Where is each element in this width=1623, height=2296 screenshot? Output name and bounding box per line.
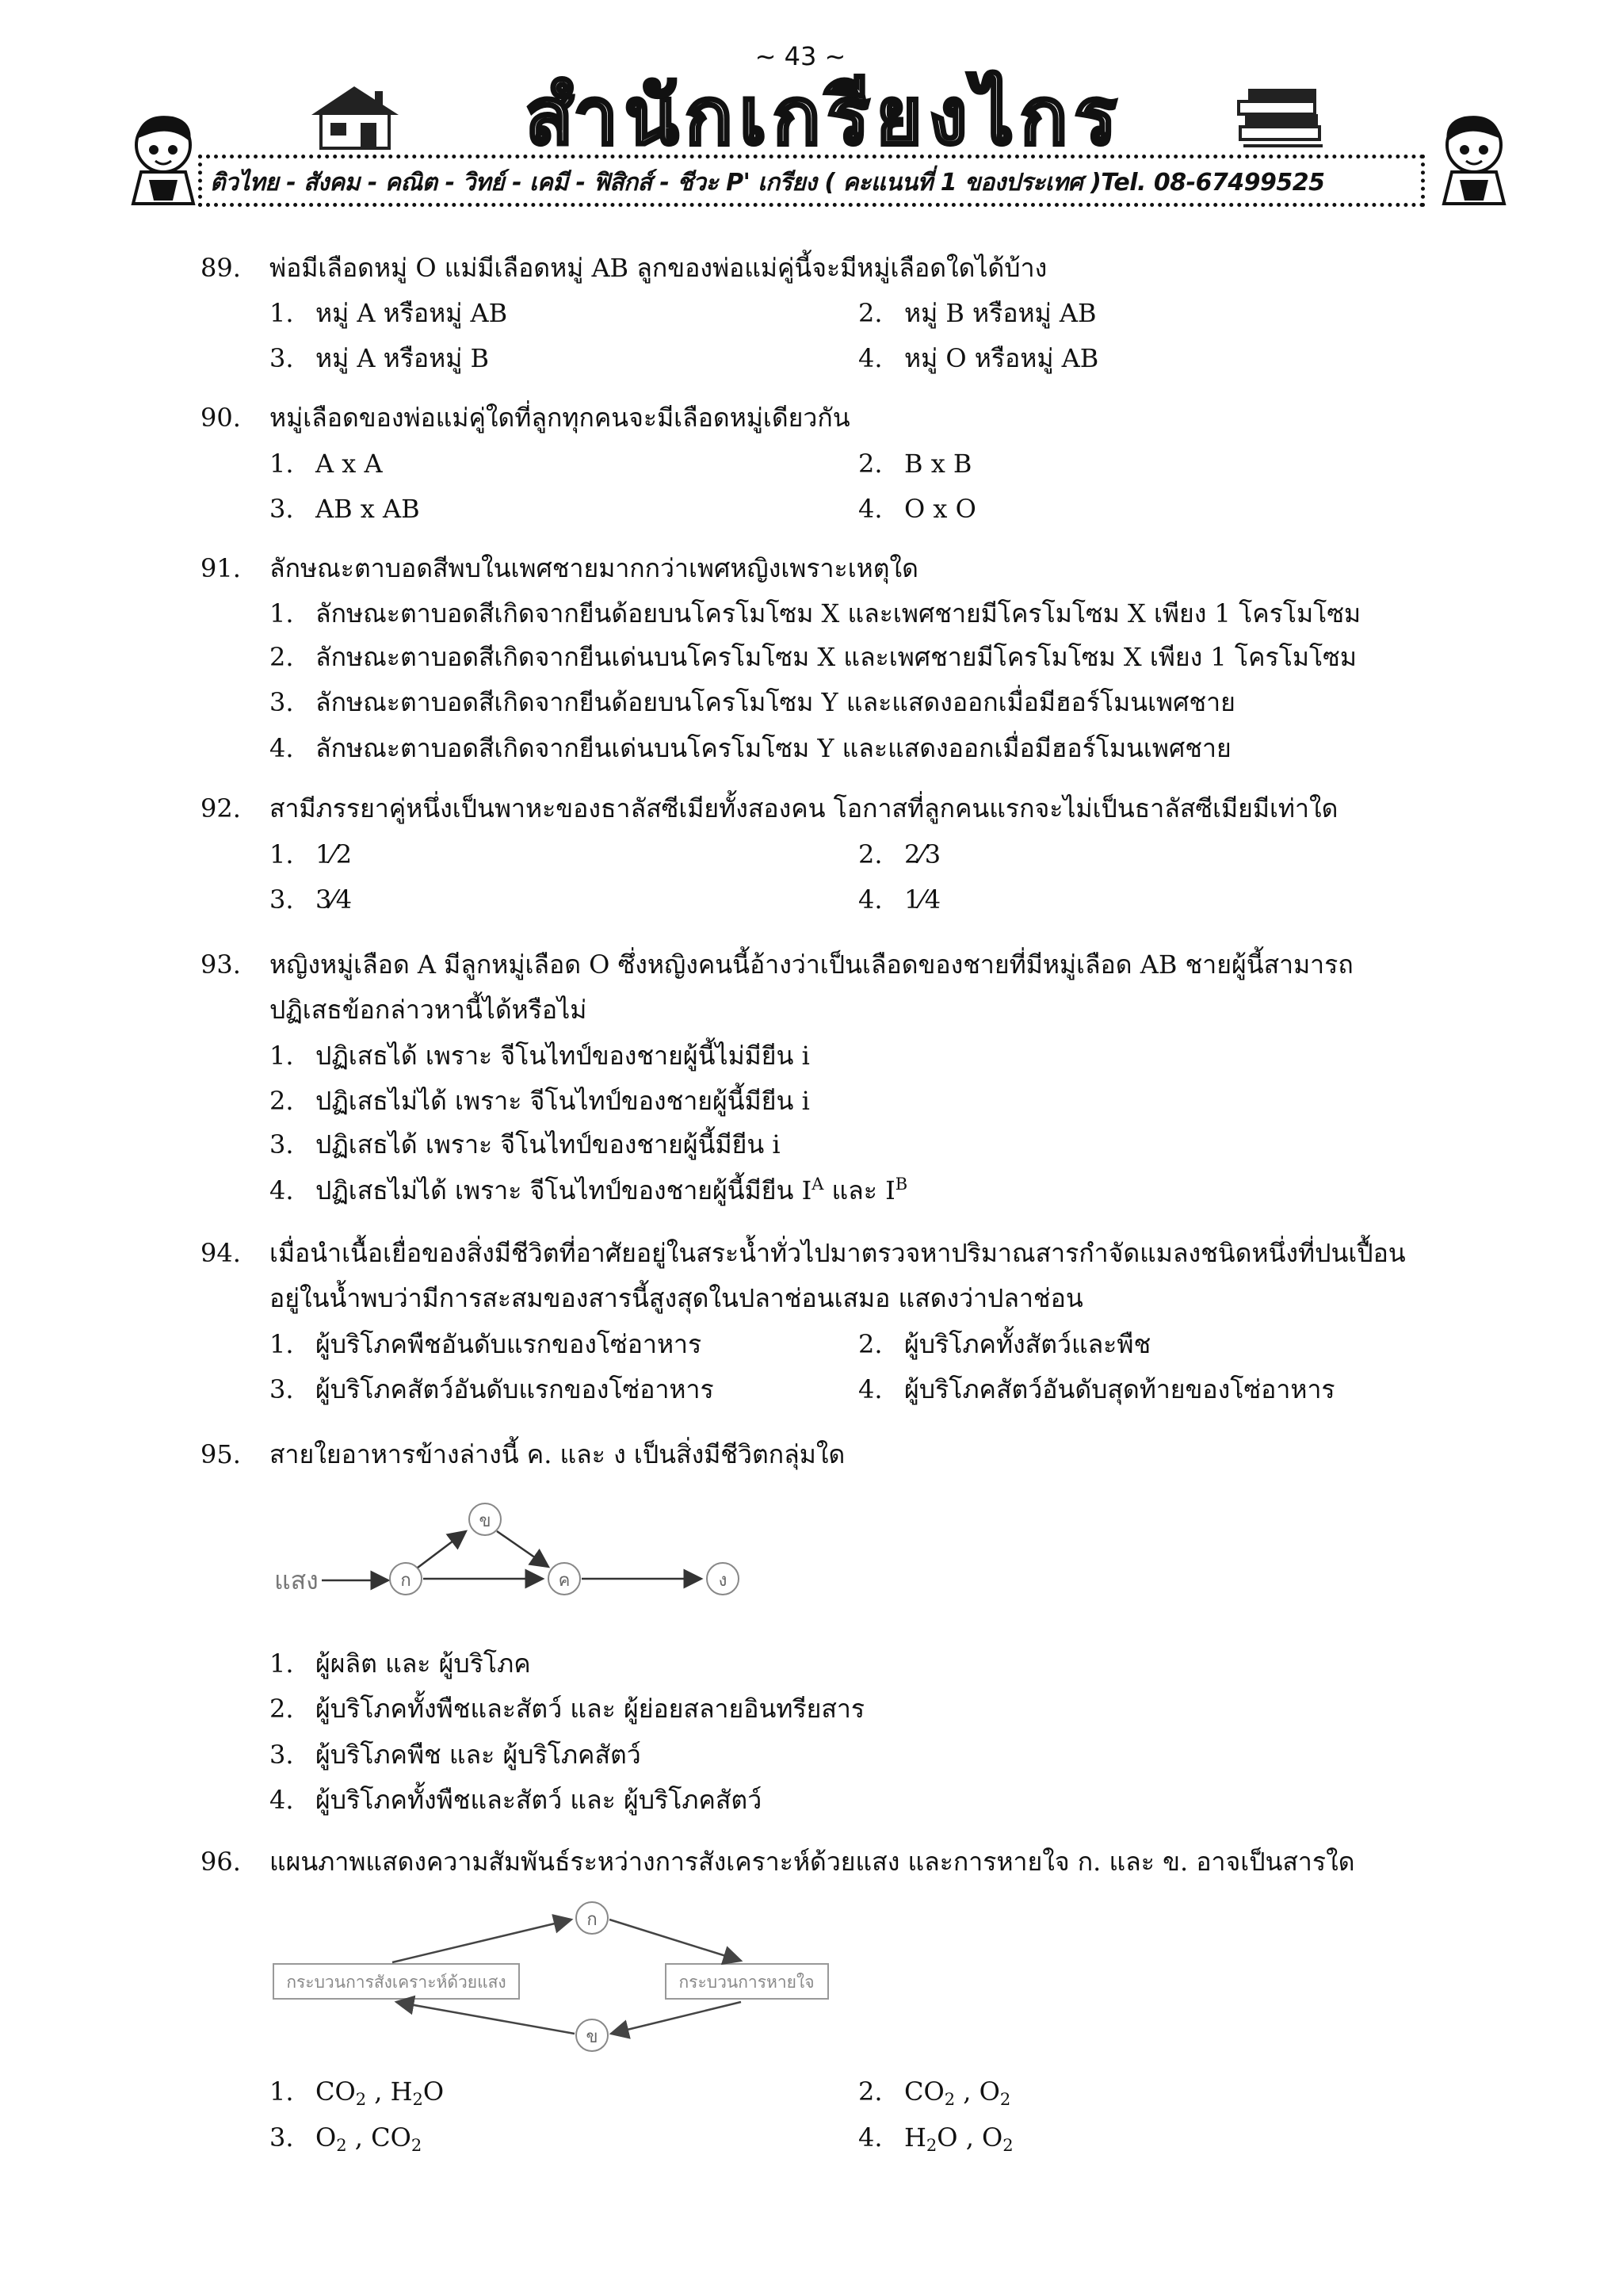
option-text: ผู้บริโภคสัตว์อันดับสุดท้ายของโซ่อาหาร [904,1374,1335,1404]
subscript: 2 [412,2090,423,2109]
option[interactable] [269,1648,531,1679]
question-text: แผนภาพแสดงความสัมพันธ์ระหว่างการสังเคราะห์ด้วยแสง และการหายใจ ก. และ ข. อาจเป็นสารใด [269,1847,1355,1877]
option-number: 1. [269,598,294,628]
option[interactable] [269,1328,701,1360]
option[interactable] [269,1129,781,1160]
option-number: 2. [269,642,294,672]
option[interactable] [269,1693,865,1725]
question-number: 91. [200,553,241,583]
option-text: หมู่ A หรือหมู่ B [315,343,490,373]
tagline-text: ติวไทย - สังคม - คณิต - วิทย์ - เคมี - ฟิสิกส์ - ชีวะ P' เกรียง ( คะแนนที่ 1 ของประเทศ ) [210,169,1102,197]
option-text: ลักษณะตาบอดสีเกิดจากยีนด้อยบนโครโมโซม Y และแสดงออกเมื่อมีฮอร์โมนเพศชาย [315,687,1235,717]
question-text: สายใยอาหารข้างล่างนี้ ค. และ ง เป็นสิ่งมีชีวิตกลุ่มใด [269,1439,846,1469]
option[interactable] [269,732,1232,764]
arrow [609,1920,741,1961]
question-number: 94. [200,1238,241,1268]
option-text: หมู่ O หรือหมู่ AB [904,343,1099,373]
chem-text: CO [904,2076,945,2107]
option-number: 1. [269,298,294,328]
option[interactable] [269,884,352,915]
option[interactable] [269,598,1361,629]
option[interactable] [269,342,489,374]
option-text: ผู้ผลิต และ ผู้บริโภค [315,1648,531,1679]
question-number: 92. [200,793,241,823]
option[interactable] [269,1373,714,1405]
option[interactable] [269,686,1235,718]
option[interactable] [858,839,941,870]
option-number: 2. [858,449,883,479]
food-web-diagram [269,1490,761,1601]
option[interactable] [269,2122,422,2153]
photosynthesis-respiration-diagram [265,1894,836,2061]
question-text: ปฏิเสธข้อกล่าวหานี้ได้หรือไม่ [269,995,587,1025]
option-number: 3. [269,1129,294,1159]
option-text: ปฏิเสธไม่ได้ เพราะ จีโนไทป์ของชายผู้นี้มียีน i [315,1086,810,1116]
option-text: 1⁄2 [315,839,353,869]
option-number: 4. [269,1785,294,1815]
superscript: A [812,1175,824,1194]
chem-text: O [315,2122,337,2153]
question-number: 96. [200,1847,241,1877]
brand-title: สำนักเกรียงไกร [525,70,1124,162]
subscript: 2 [336,2136,347,2155]
option-number: 3. [269,494,294,524]
option-number: 1. [269,1041,294,1071]
option[interactable] [269,1085,810,1117]
option-number: 4. [858,343,883,373]
arrow [418,1531,466,1568]
option[interactable] [858,342,1098,374]
option-number: 1. [269,1648,294,1679]
option-number: 2. [858,839,883,869]
option[interactable] [269,839,352,870]
question-number: 95. [200,1439,241,1469]
chem-text: CO [315,2076,356,2107]
option-text: ลักษณะตาบอดสีเกิดจากยีนด้อยบนโครโมโซม X และเพศชายมีโครโมโซม X เพียง 1 โครโมโซม [315,598,1361,628]
question-number: 89. [200,253,241,283]
option-text-tail: และ I [823,1175,896,1205]
option-text: ผู้บริโภคพืช และ ผู้บริโภคสัตว์ [315,1740,641,1770]
arrow [396,2002,575,2034]
option[interactable] [858,493,976,525]
subscript: 2 [355,2090,367,2109]
arrow [611,2002,741,2034]
option[interactable] [858,2122,1014,2153]
question-text: หมู่เลือดของพ่อแม่คู่ใดที่ลูกทุกคนจะมีเลือดหมู่เดียวกัน [269,403,850,433]
option[interactable] [269,448,383,479]
option-number: 4. [858,884,883,915]
option-text: ปฏิเสธได้ เพราะ จีโนไทป์ของชายผู้นี้มียีน i [315,1129,781,1159]
chem-text: , H [366,2076,413,2107]
option[interactable] [269,641,1357,673]
mascot-left-icon [117,107,211,210]
question-text: ลักษณะตาบอดสีพบในเพศชายมากกว่าเพศหญิงเพราะเหตุใด [269,553,918,583]
option-number: 3. [269,884,294,915]
question-text: พ่อมีเลือดหมู่ O แม่มีเลือดหมู่ AB ลูกของพ่อแม่คู่นี้จะมีหมู่เลือดใดได้บ้าง [269,253,1048,283]
subscript: 2 [944,2090,956,2109]
option-number: 1. [269,1329,294,1359]
option-number: 2. [858,298,883,328]
superscript: B [895,1175,908,1194]
option-number: 4. [858,494,883,524]
option-text: O x O [904,494,976,524]
option-text: ผู้บริโภคทั้งพืชและสัตว์ และ ผู้บริโภคสัตว์ [315,1785,762,1815]
node-label: ก [586,1910,598,1930]
option[interactable] [269,2076,444,2107]
option-number: 3. [269,1374,294,1404]
option-number: 4. [858,1374,883,1404]
option-text: ผู้บริโภคพืชอันดับแรกของโซ่อาหาร [315,1329,702,1359]
node-label: ก [400,1571,411,1591]
node-label: ข [586,2027,598,2047]
chem-text: O , O [937,2122,1003,2153]
option-text: หมู่ B หรือหมู่ AB [904,298,1097,328]
option-number: 3. [269,687,294,717]
option[interactable] [269,1175,907,1206]
option-number: 3. [269,2122,294,2153]
option[interactable] [858,1328,1151,1360]
option-text: ปฏิเสธไม่ได้ เพราะ จีโนไทป์ของชายผู้นี้มียีน I [315,1175,812,1205]
subscript: 2 [1002,2136,1014,2155]
option-number: 3. [269,343,294,373]
option[interactable] [269,493,420,525]
option-text: ผู้บริโภคสัตว์อันดับแรกของโซ่อาหาร [315,1374,714,1404]
option-text: 3⁄4 [315,884,353,915]
option-text: ลักษณะตาบอดสีเกิดจากยีนเด่นบนโครโมโซม Y และแสดงออกเมื่อมีฮอร์โมนเพศชาย [315,733,1232,763]
photosynthesis-label: กระบวนการสังเคราะห์ด้วยแสง [286,1973,506,1992]
question-number: 90. [200,403,241,433]
mascot-right-icon [1426,107,1520,210]
node-label: ค [558,1571,571,1591]
subscript: 2 [411,2136,422,2155]
page-number: ~ 43 ~ [754,41,846,71]
option[interactable] [858,2076,1010,2107]
option[interactable] [269,1040,810,1072]
option[interactable] [858,884,941,915]
option-text: หมู่ A หรือหมู่ AB [315,298,508,328]
question-text: อยู่ในน้ำพบว่ามีการสะสมของสารนี้สูงสุดในปลาช่อนเสมอ แสดงว่าปลาช่อน [269,1283,1083,1313]
arrow [392,1920,571,1962]
option-text: ผู้บริโภคทั้งพืชและสัตว์ และ ผู้ย่อยสลายอินทรียสาร [315,1694,865,1724]
option-number: 2. [858,2076,883,2107]
option-text: B x B [904,449,972,479]
option[interactable] [858,297,1097,329]
option-number: 2. [269,1086,294,1116]
option-number: 1. [269,839,294,869]
question-text: เมื่อนำเนื้อเยื่อของสิ่งมีชีวิตที่อาศัยอยู่ในสระน้ำทั่วไปมาตรวจหาปริมาณสารกำจัดแมลงชนิดหนึ่งที่ปนเปื้อน [269,1238,1406,1268]
option-text: AB x AB [315,494,420,524]
option-number: 1. [269,2076,294,2107]
option-text: 2⁄3 [904,839,941,869]
subscript: 2 [999,2090,1011,2109]
option-number: 1. [269,449,294,479]
question-text: หญิงหมู่เลือด A มีลูกหมู่เลือด O ซึ่งหญิงคนนี้อ้างว่าเป็นเลือดของชายที่มีหมู่เลือด AB ชายผู้นี้สามารถ [269,949,1354,980]
option[interactable] [269,1739,641,1771]
option-text: 1⁄4 [904,884,941,915]
option-number: 4. [858,2122,883,2153]
option[interactable] [269,1784,762,1816]
house-icon [305,83,404,151]
option-number: 2. [269,1694,294,1724]
option[interactable] [858,1373,1335,1405]
phone-text: Tel. 08-67499525 [1101,169,1325,197]
header-tagline [210,164,1419,201]
chem-text: , CO [346,2122,411,2153]
option-number: 4. [269,1175,294,1205]
question-number: 93. [200,949,241,980]
option-text: A x A [315,449,383,479]
light-label: แสง [274,1565,319,1595]
node-label: ง [718,1571,727,1591]
chem-text: O [422,2076,445,2107]
option[interactable] [269,297,507,329]
option-number: 4. [269,733,294,763]
option[interactable] [858,448,972,479]
arrow [497,1531,548,1567]
chem-text: , O [955,2076,1000,2107]
subscript: 2 [926,2136,938,2155]
option-text: ผู้บริโภคทั้งสัตว์และพืช [904,1329,1151,1359]
respiration-label: กระบวนการหายใจ [678,1973,815,1992]
node-label: ข [479,1511,491,1531]
option-text: ลักษณะตาบอดสีเกิดจากยีนเด่นบนโครโมโซม X และเพศชายมีโครโมโซม X เพียง 1 โครโมโซม [315,642,1357,672]
chem-text: H [904,2122,926,2153]
option-number: 3. [269,1740,294,1770]
question-text: สามีภรรยาคู่หนึ่งเป็นพาหะของธาลัสซีเมียทั้งสองคน โอกาสที่ลูกคนแรกจะไม่เป็นธาลัสซีเมียมีเท่าใด [269,793,1338,823]
books-icon [1232,79,1331,155]
option-number: 2. [858,1329,883,1359]
option-text: ปฏิเสธได้ เพราะ จีโนไทป์ของชายผู้นี้ไม่มียีน i [315,1041,810,1071]
